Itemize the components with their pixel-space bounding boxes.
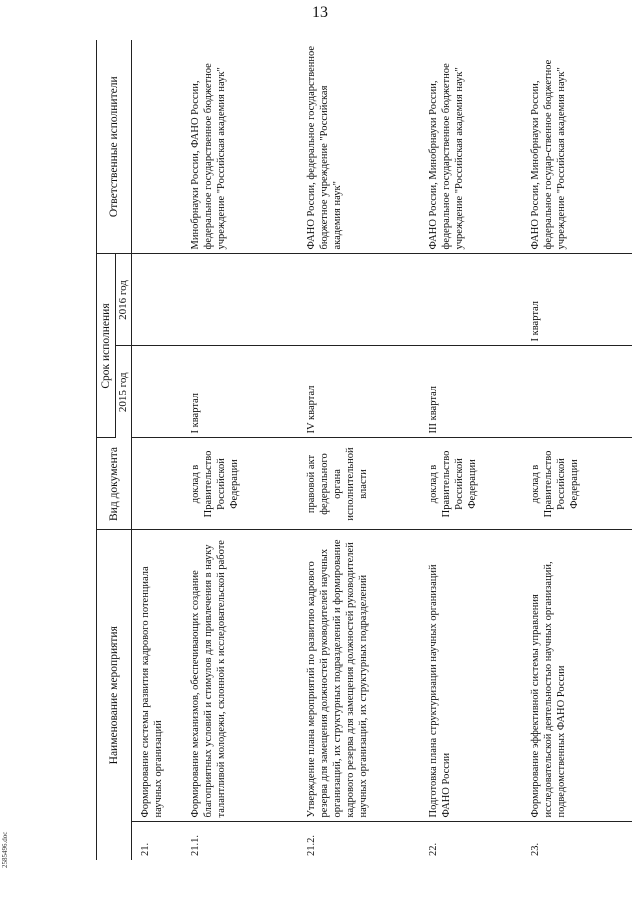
row-responsible: ФАНО России, федеральное государственное бюджетное учреждение "Российская академия наук"	[304, 40, 426, 254]
row-2015: I квартал	[188, 346, 304, 438]
row-name: Формирование эффективной системы управления исследовательской деятельностью научных организаций, подведомственных ФАНО России	[528, 530, 632, 822]
header-year-2015: 2015 год	[116, 346, 132, 438]
header-responsible: Ответственные исполнители	[97, 40, 132, 254]
header-name: Наименование мероприятия	[97, 530, 132, 860]
row-doc-type	[132, 438, 189, 530]
row-responsible: ФАНО России, Минобрнауки России, федеральное государ-ственное бюджетное учреждение "Российская академия наук"	[528, 40, 632, 254]
row-doc-type: доклад в Правительство Российской Федерации	[528, 438, 632, 530]
row-name: Утверждение плана мероприятий по развитию кадрового резерва для замещения должностей руководителей научных организаций, их структурных подразделений и формирование кадрового резерва для замещения должностей руководителей научных организаций, их структурных подразделений	[304, 530, 426, 822]
row-name: Формирование системы развития кадрового потенциала научных организаций	[132, 530, 189, 822]
table-row	[426, 40, 528, 860]
row-number: 21.1.	[190, 835, 202, 856]
header-deadline: Срок исполнения	[97, 254, 116, 438]
row-2015	[132, 346, 189, 438]
page-number: 13	[312, 4, 328, 21]
row-number: 21.	[140, 842, 152, 856]
header-year-2016: 2016 год	[116, 254, 132, 346]
row-2016	[188, 254, 304, 346]
table-row	[304, 40, 426, 860]
row-2015: III квартал	[426, 346, 528, 438]
row-number: 21.2.	[306, 835, 318, 856]
rotated-table-area	[96, 40, 596, 860]
row-doc-type: правовой акт федерального органа исполнительной власти	[304, 438, 426, 530]
table-row	[528, 40, 632, 860]
table-row	[132, 40, 189, 860]
row-2015	[528, 346, 632, 438]
row-number: 23.	[530, 842, 542, 856]
row-name: Формирование механизмов, обеспечивающих создание благоприятных условий и стимулов для привлечения в науку талантливой молодежи, склонной к исследовательской работе	[188, 530, 304, 822]
row-responsible: ФАНО России, Минобрнауки России, федеральное государственное бюджетное учреждение "Российская академия наук"	[426, 40, 528, 254]
row-2015: IV квартал	[304, 346, 426, 438]
row-responsible	[132, 40, 189, 254]
file-name-label: 2585496.doc	[1, 831, 9, 868]
row-name: Подготовка плана структуризации научных организаций ФАНО России	[426, 530, 528, 822]
row-2016	[304, 254, 426, 346]
activities-table	[96, 40, 632, 860]
table-row	[188, 40, 304, 860]
row-number: 22.	[428, 842, 440, 856]
header-doc-type: Вид документа	[97, 438, 132, 530]
row-2016: I квартал	[528, 254, 632, 346]
row-doc-type: доклад в Правительство Российской Федерации	[426, 438, 528, 530]
row-responsible: Минобрнауки России, ФАНО России, федеральное государственное бюджетное учреждение "Российская академия наук"	[188, 40, 304, 254]
row-doc-type: доклад в Правительство Российской Федерации	[188, 438, 304, 530]
row-2016	[426, 254, 528, 346]
row-2016	[132, 254, 189, 346]
